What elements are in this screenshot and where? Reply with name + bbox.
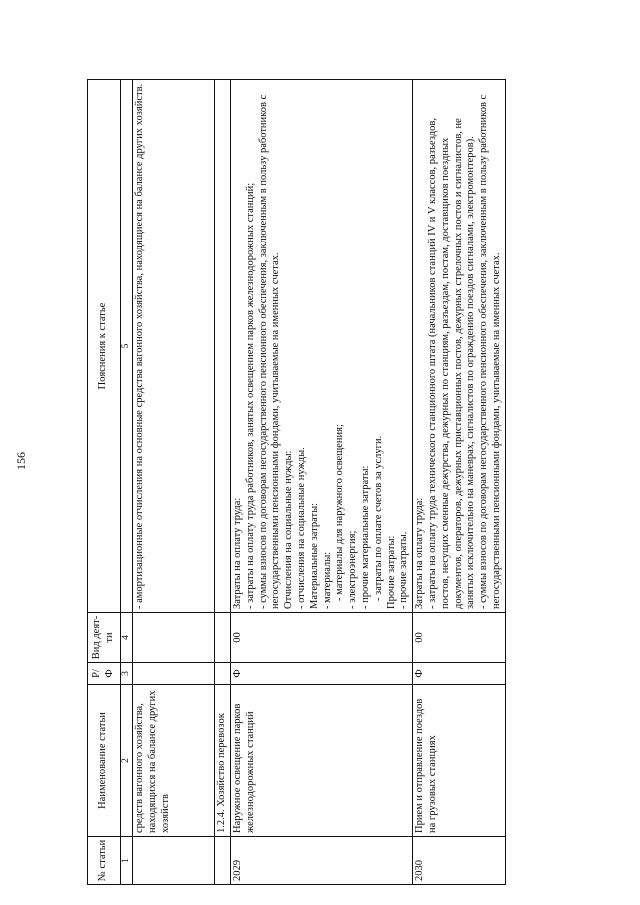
row-vid bbox=[133, 613, 215, 663]
header-explanation: Пояснения к статье bbox=[88, 80, 121, 613]
row-no bbox=[133, 837, 215, 885]
row-vid: 00 bbox=[413, 613, 506, 663]
header-vid: Вид деят-ти bbox=[88, 613, 121, 663]
header-name: Наименование статьи bbox=[88, 685, 121, 837]
table-row bbox=[133, 80, 215, 885]
explanation-line: Прочие затраты: bbox=[385, 535, 397, 609]
explanation-line: - затраты на оплату труда технического станционного штата (начальников станций IV и V классов, разъездов, постов, несущих сменные дежурства, дежурных по станциям, разъездам, постам, доставщиков поездных документов, операторов, дежурных приставционных постов, дежурных стрелочных постов и сигналистов, не занятых исключительно на маневрах, сигналистов по ограждению поездов сигналами, электромонтеров). bbox=[426, 118, 477, 609]
row-explanation bbox=[133, 80, 215, 613]
table-row bbox=[413, 80, 506, 885]
explanation-line: Отчисления на социальные нужды: bbox=[283, 450, 295, 609]
table-row bbox=[230, 80, 412, 885]
explanation-line: - прочие материальные затраты: bbox=[359, 465, 371, 609]
section-row bbox=[215, 80, 231, 885]
row-name: Прием и отправление поездов на грузовых станциях bbox=[413, 685, 506, 837]
row-name: средств вагонного хозяйства, находящихся на балансе других хозяйств bbox=[133, 685, 215, 837]
row-no: 2029 bbox=[230, 837, 412, 885]
explanation-line: - затраты по оплате счетов за услуги. bbox=[372, 435, 384, 601]
row-no: 2030 bbox=[413, 837, 506, 885]
header-row bbox=[88, 80, 121, 885]
header-no: № статьи bbox=[88, 837, 121, 885]
row-explanation bbox=[413, 80, 506, 613]
articles-table bbox=[87, 79, 506, 885]
explanation-line: - электроэнергия; bbox=[347, 530, 359, 609]
rotated-table-wrapper bbox=[87, 80, 602, 885]
col-number: 3 bbox=[120, 663, 133, 685]
row-rf: Ф bbox=[413, 663, 506, 685]
section-empty-cell bbox=[215, 837, 231, 885]
explanation-line: - отчисления на социальные нужды. bbox=[295, 447, 307, 609]
column-number-row bbox=[120, 80, 133, 885]
explanation-line: Материальные затраты: bbox=[308, 502, 320, 609]
row-vid: 00 bbox=[230, 613, 412, 663]
explanation-line: - затраты на оплату труда работников, занятых освещением парков железнодорожных станций; bbox=[244, 182, 256, 609]
explanation-line: - амортизационные отчисления на основные средства вагонного хозяйства, находящиеся на балансе других хозяйств. bbox=[134, 83, 146, 609]
row-explanation bbox=[230, 80, 412, 613]
col-number: 1 bbox=[120, 837, 133, 885]
explanation-line: - материалы для наружного освещения; bbox=[334, 424, 346, 601]
row-rf: Ф bbox=[230, 663, 412, 685]
explanation-line: Затраты на оплату труда: bbox=[231, 497, 243, 609]
explanation-line: - суммы взносов по договорам негосударственного пенсионного обеспечения, заключенным в пользу работников с негосударственными пенсионными фондами, учитываемые на именных счетах. bbox=[478, 94, 502, 609]
section-title: 1.2.4. Хозяйство перевозок bbox=[215, 685, 231, 837]
explanation-line: - суммы взносов по договорам негосударственного пенсионного обеспечения, заключенным в пользу работников с негосударственными пенсионными фондами, учитываемые на именных счетах. bbox=[257, 94, 282, 609]
header-rf: Р/ Ф bbox=[88, 663, 121, 685]
col-number: 5 bbox=[120, 80, 133, 613]
explanation-line: Затраты на оплату труда: bbox=[414, 497, 426, 609]
col-number: 2 bbox=[120, 685, 133, 837]
row-rf bbox=[133, 663, 215, 685]
row-name: Наружное освещение парков железнодорожных станций bbox=[230, 685, 412, 837]
section-empty-cell bbox=[215, 80, 231, 613]
section-empty-cell bbox=[215, 613, 231, 663]
page-number: 156 bbox=[14, 452, 28, 470]
col-number: 4 bbox=[120, 613, 133, 663]
explanation-line: - прочие затраты. bbox=[398, 531, 410, 609]
explanation-line: - материалы: bbox=[321, 551, 333, 609]
section-empty-cell bbox=[215, 663, 231, 685]
